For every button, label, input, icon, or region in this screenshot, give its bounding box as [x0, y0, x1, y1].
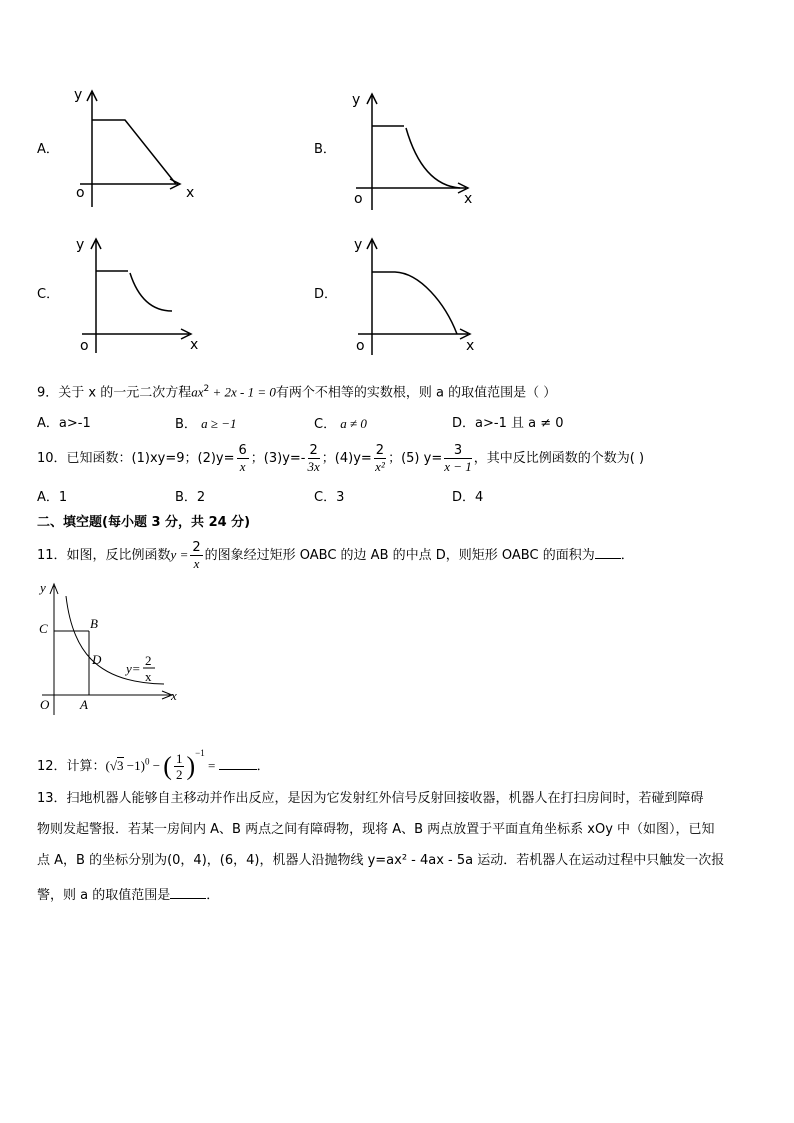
q10-prefix: 10．已知函数：(1)xy=9；(2)y= [37, 451, 235, 466]
fig-o-label: O [40, 697, 50, 712]
origin-label: o [80, 338, 89, 354]
q11-y: y = [170, 547, 189, 562]
y-label: y [352, 92, 361, 108]
choice-letter: C． [314, 417, 337, 432]
fig-x-label: x [171, 688, 177, 703]
choice-text: a ≠ 0 [340, 416, 367, 431]
graph-line [92, 120, 176, 184]
q13-end: ． [206, 888, 220, 903]
q11-stem [37, 535, 634, 575]
fig-a-label: A [80, 697, 88, 712]
q10-choice-d [452, 489, 483, 507]
minus-one: −1) [123, 758, 145, 773]
q12-frac [174, 751, 185, 782]
section-heading: 二、填空题(每小题 3 分，共 24 分) [37, 515, 251, 530]
x-label: x [466, 338, 475, 354]
q10-frac-4 [374, 443, 386, 474]
q9-choice-a [37, 415, 91, 433]
frac-den: x [193, 556, 200, 571]
q10-choice-b [175, 489, 205, 507]
option-b-letter: B． [314, 142, 336, 157]
q10-frac-2 [237, 443, 249, 474]
big-paren-open: ( [163, 751, 172, 781]
q9-eq-rest: + 2x - 1 = 0 [209, 384, 276, 400]
q11-end: ． [620, 548, 634, 563]
fig-curve-y: y= [126, 661, 141, 676]
frac-num: 1 [175, 751, 183, 766]
option-c-graph [74, 233, 204, 358]
frac-den: 3x [307, 459, 320, 474]
choice-letter: A． [37, 416, 59, 431]
x-label: x [186, 185, 195, 201]
frac-num: 2 [309, 443, 318, 458]
choice-letter: B． [175, 417, 197, 432]
q9-stem [37, 380, 556, 402]
choice-text: 3 [336, 490, 345, 505]
origin-label: o [76, 185, 85, 201]
choice-letter: D． [452, 416, 476, 431]
q9-choice-d [452, 415, 564, 433]
choice-text: 1 [58, 490, 68, 505]
q11-figure [34, 578, 184, 718]
fig-b-label: B [90, 616, 98, 631]
q13-line4-text: 警，则 a 的取值范围是 [37, 888, 171, 903]
sqrt-arg: 3 [117, 758, 124, 773]
frac-den: 2 [175, 767, 183, 782]
exp-neg-one: −1 [195, 748, 205, 758]
choice-letter: D． [452, 490, 476, 505]
option-d-graph [350, 233, 480, 358]
option-c-letter: C． [37, 287, 60, 302]
q9-choice-c [314, 415, 367, 434]
q11-prefix: 11．如图，反比例函数 [37, 548, 171, 563]
q10-choice-c [314, 489, 344, 507]
x-label: x [464, 191, 473, 207]
q9-eq-a: ax [191, 384, 204, 400]
q10-f4-pre: ；(4)y= [321, 451, 372, 466]
fig-curve-num: 2 [145, 653, 152, 668]
frac-num: 2 [375, 443, 385, 458]
q10-suffix: ，其中反比例函数的个数为( ) [473, 451, 645, 466]
sqrt-sign: √ [109, 758, 118, 773]
exp-zero: 0 [144, 756, 150, 767]
q12-stem [37, 731, 270, 782]
choice-letter: C． [314, 490, 337, 505]
graph-curve [372, 272, 457, 334]
q13-line3: 点 A，B 的坐标分别为(0，4)，(6，4)，机器人沿抛物线 y=ax² - 4ax - 5a 运动．若机器人在运动过程中只触发一次报 [37, 853, 725, 868]
choice-text: a>-1 且 a ≠ 0 [475, 416, 564, 431]
q12-answer-blank[interactable] [219, 755, 257, 770]
frac-den: x [239, 459, 246, 474]
y-label: y [76, 237, 85, 253]
option-b-graph [348, 88, 478, 213]
fig-c-label: C [39, 621, 48, 636]
choice-text: 2 [196, 490, 206, 505]
q10-frac-3 [308, 443, 320, 474]
option-a-letter: A． [37, 142, 59, 157]
choice-letter: B． [175, 490, 197, 505]
choice-text: a>-1 [58, 416, 91, 431]
frac-num: 6 [238, 443, 247, 458]
frac-num: 3 [444, 443, 472, 459]
q10-f3-pre: ；(3)y=- [250, 451, 306, 466]
origin-label: o [354, 191, 363, 207]
q10-choice-a [37, 489, 67, 507]
q12-prefix: 12．计算： [37, 759, 106, 774]
q13-line4 [37, 884, 219, 905]
q13-line2: 物则发起警报．若某一房间内 A、B 两点之间有障碍物，现将 A、B 两点放置于平面直角坐标系 xOy 中（如图），已知 [37, 822, 715, 837]
y-label: y [354, 237, 363, 253]
q9-choice-b [175, 415, 236, 434]
q10-frac-5 [444, 443, 472, 474]
q13-answer-blank[interactable] [170, 884, 206, 899]
fig-d-label: D [92, 652, 102, 667]
y-label: y [74, 87, 83, 103]
q9-suffix: 有两个不相等的实数根，则 a 的取值范围是（ ） [275, 385, 557, 401]
x-label: x [190, 337, 199, 353]
option-d-letter: D． [314, 287, 338, 302]
graph-curve [130, 273, 172, 311]
frac-den: x² [375, 459, 385, 474]
choice-letter: A． [37, 490, 59, 505]
equals: = [204, 758, 219, 773]
q10-stem [37, 441, 644, 477]
graph-curve [406, 128, 460, 188]
choice-text: a ≥ −1 [201, 416, 237, 431]
paren: ( [105, 758, 110, 773]
origin-label: o [356, 338, 365, 354]
fig-curve-den: x [145, 669, 152, 684]
q9-eq-sup: 2 [203, 384, 210, 394]
q11-frac [190, 540, 202, 571]
frac-num: 2 [192, 540, 201, 555]
q13-line1: 13．扫地机器人能够自主移动并作出反应，是因为它发射红外信号反射回接收器，机器人在打扫房间时，若碰到障碍 [37, 791, 704, 806]
q11-answer-blank[interactable] [595, 544, 621, 559]
big-paren-close: ) [186, 751, 196, 781]
q10-f5-pre: ；(5) y= [388, 451, 443, 466]
choice-text: 4 [475, 490, 484, 505]
fig-y-label: y [40, 580, 46, 595]
q12-end: ． [256, 759, 270, 774]
minus: − [149, 758, 164, 773]
option-a-graph [70, 85, 200, 210]
q11-suffix: 的图象经过矩形 OABC 的边 AB 的中点 D，则矩形 OABC 的面积为 [204, 548, 595, 563]
q9-prefix: 9．关于 x 的一元二次方程 [37, 385, 192, 401]
frac-den: x − 1 [444, 459, 472, 474]
